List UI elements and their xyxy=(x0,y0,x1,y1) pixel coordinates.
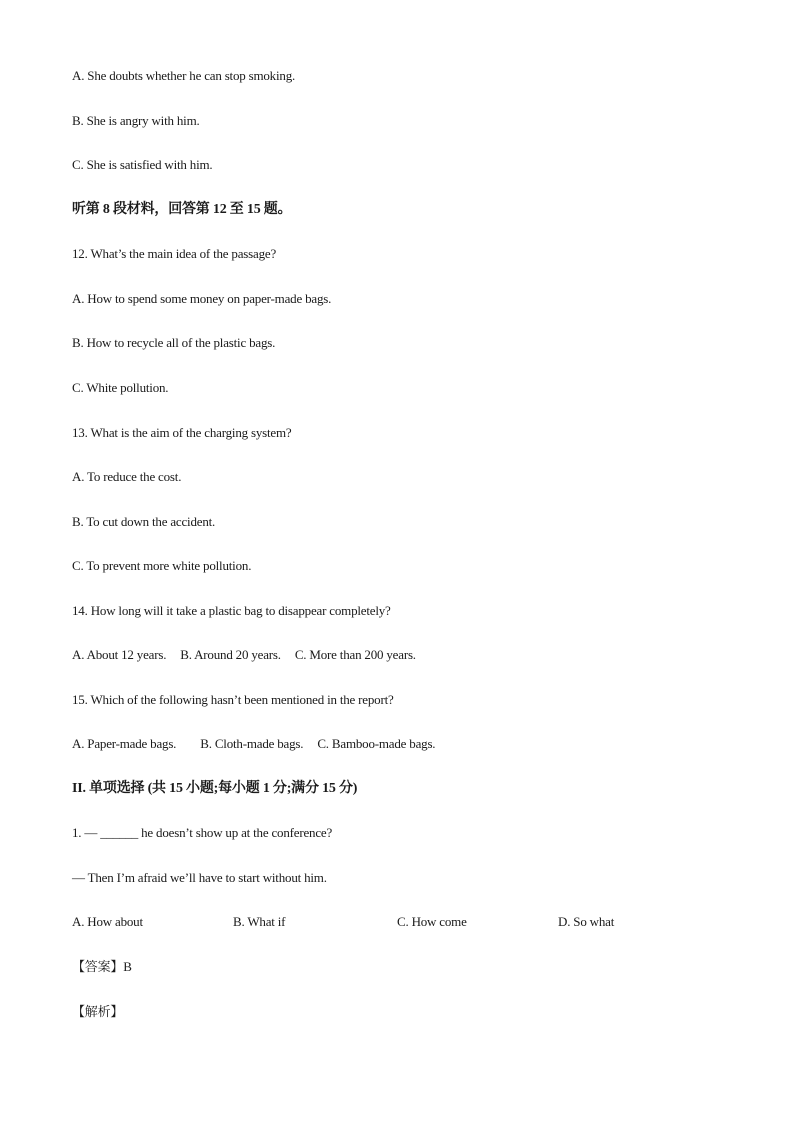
question-12: 12. What’s the main idea of the passage? xyxy=(72,246,277,261)
option-a-line: A. She doubts whether he can stop smoking. xyxy=(72,68,296,83)
question-15-option-c: C. Bamboo-made bags. xyxy=(317,736,436,751)
option-b-line: B. She is angry with him. xyxy=(72,113,200,128)
part-2-question-1-reply: — Then I’m afraid we’ll have to start without him. xyxy=(72,870,327,885)
question-13-option-c: C. To prevent more white pollution. xyxy=(72,558,252,573)
section-8-heading: 听第 8 段材料，回答第 12 至 15 题。 xyxy=(72,202,292,217)
option-c-line: C. She is satisfied with him. xyxy=(72,157,213,172)
question-15-options xyxy=(72,736,435,752)
part-2-question-1-option-b: B. What if xyxy=(233,914,286,929)
question-14-options xyxy=(72,647,416,663)
answer-value: B xyxy=(123,959,132,974)
part-2-question-1-option-a: A. How about xyxy=(72,914,143,929)
question-14-option-c: C. More than 200 years. xyxy=(294,647,416,662)
question-15: 15. Which of the following hasn’t been mentioned in the report? xyxy=(72,692,394,707)
question-13-option-a: A. To reduce the cost. xyxy=(72,469,182,484)
question-14-option-b: B. Around 20 years. xyxy=(180,647,281,662)
question-12-option-b: B. How to recycle all of the plastic bags. xyxy=(72,335,276,350)
answer-line xyxy=(72,959,132,976)
part-2-question-1-option-c: C. How come xyxy=(397,914,467,929)
question-15-option-a: A. Paper-made bags. xyxy=(72,736,177,751)
answer-label: 【答案】 xyxy=(72,960,124,975)
question-14-option-a: A. About 12 years. xyxy=(72,647,167,662)
question-prefix: 1. — xyxy=(72,825,101,840)
analysis-line xyxy=(72,1004,123,1021)
part-2-question-1-option-d: D. So what xyxy=(558,914,615,929)
part-2-heading: II. 单项选择 (共 15 小题;每小题 1 分;满分 15 分) xyxy=(72,781,358,796)
question-suffix: he doesn’t show up at the conference? xyxy=(138,825,333,840)
question-14: 14. How long will it take a plastic bag to disappear completely? xyxy=(72,603,391,618)
question-13: 13. What is the aim of the charging system? xyxy=(72,425,292,440)
part-2-question-1 xyxy=(72,825,332,841)
question-15-option-b: B. Cloth-made bags. xyxy=(200,736,304,751)
question-12-option-a: A. How to spend some money on paper-made bags. xyxy=(72,291,332,306)
question-12-option-c: C. White pollution. xyxy=(72,380,169,395)
question-13-option-b: B. To cut down the accident. xyxy=(72,514,216,529)
answer-blank: ______ xyxy=(100,825,139,840)
analysis-label: 【解析】 xyxy=(72,1005,124,1020)
